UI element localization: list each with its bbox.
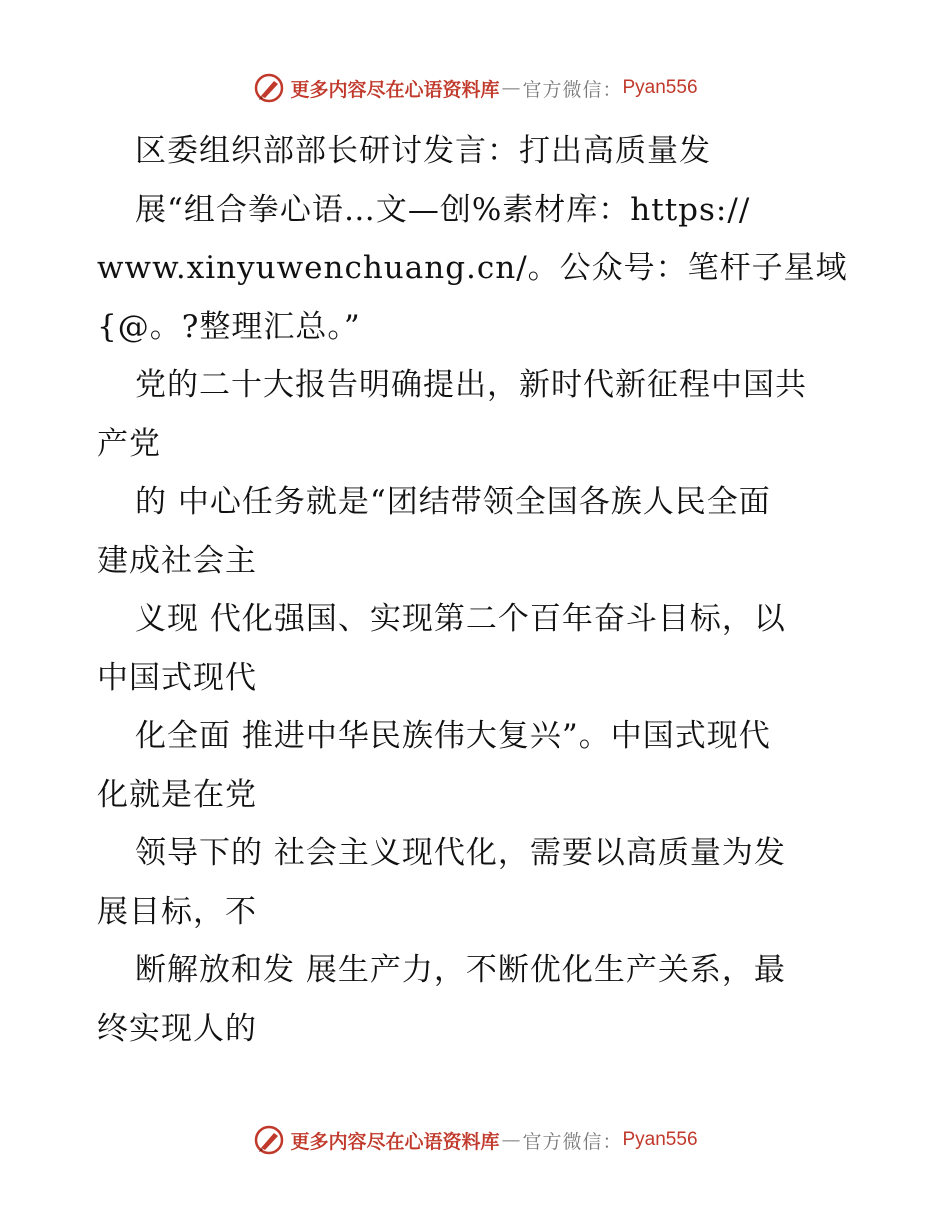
pen-logo-icon [252,1123,286,1157]
text-line: 产党 [97,425,161,462]
banner-official-text: 官方微信： [522,1130,623,1153]
banner-wechat-id: Pyan556 [622,77,698,98]
text-line: 终实现人的 [97,1010,257,1047]
text-line: 中国式现代 [97,659,257,696]
header-banner [0,70,950,106]
banner-main-text: 更多内容尽在心语资料库 [290,1130,500,1153]
text-line: {@。?整理汇总。” [97,308,361,345]
text-line: 展“组合拳心语…文—创%素材库：https:// [135,191,751,228]
text-line: 展目标，不 [97,893,257,930]
text-line: 义现 代化强国、实现第二个百年奋斗目标，以 [135,601,786,637]
text-line: 化就是在党 [97,776,257,813]
banner-dash: — [501,1129,521,1151]
banner-dash: — [501,77,521,99]
text-line: 建成社会主 [97,542,257,579]
footer-banner [0,1122,950,1158]
banner-wechat-id: Pyan556 [622,1129,698,1150]
text-line: 区委组织部部长研讨发言：打出高质量发 [135,133,711,169]
banner-main-text: 更多内容尽在心语资料库 [290,78,500,101]
text-line: 的 中心任务就是“团结带领全国各族人民全面 [135,484,771,520]
document-body [97,122,877,1058]
text-line: 领导下的 社会主义现代化，需要以高质量为发 [135,835,786,871]
pen-logo-icon [252,71,286,105]
text-line: www.xinyuwenchuang.cn/。公众号：笔杆子星域 [97,250,848,286]
banner-official-text: 官方微信： [522,78,623,101]
text-line: 断解放和发 展生产力，不断优化生产关系，最 [135,952,786,988]
text-line: 化全面 推进中华民族伟大复兴”。中国式现代 [135,718,771,754]
text-line: 党的二十大报告明确提出，新时代新征程中国共 [135,367,807,403]
